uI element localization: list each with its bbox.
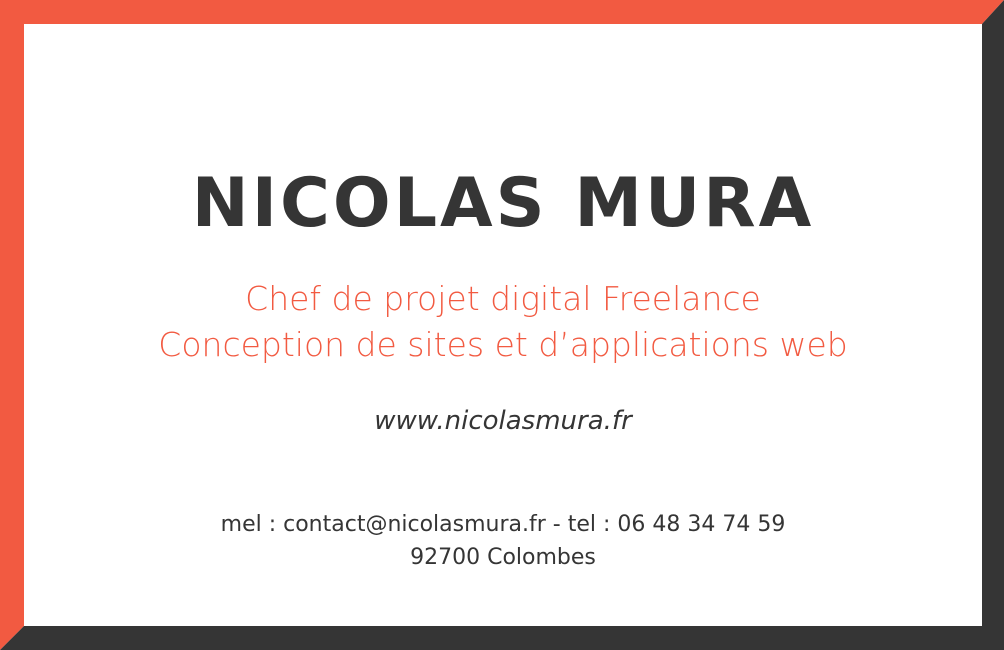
services-description: Conception de sites et d’applications web (158, 325, 848, 364)
job-title: Chef de projet digital Freelance (245, 279, 761, 318)
contact-line: mel : contact@nicolasmura.fr - tel : 06 48 34 74 59 (220, 512, 786, 537)
address-line: 92700 Colombes (410, 545, 596, 570)
card-content (24, 24, 982, 626)
person-name: NICOLAS MURA (191, 164, 815, 243)
website-link[interactable]: www.nicolasmura.fr (374, 406, 632, 436)
